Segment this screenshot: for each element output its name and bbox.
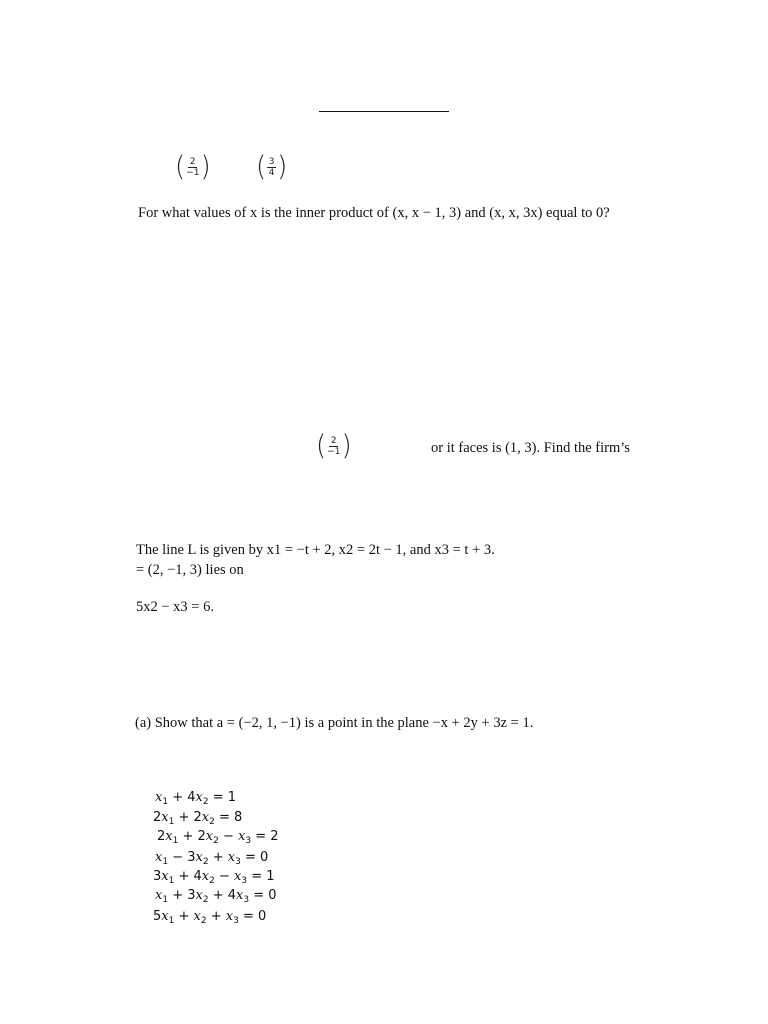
equation-term: 3 (153, 869, 162, 884)
equation-line (153, 909, 266, 924)
equation-term: = 8 (214, 810, 243, 825)
equation-term: + 3 (168, 888, 196, 903)
variable: x (155, 790, 163, 805)
equation-line (153, 869, 275, 884)
vector-bottom-entry: −1 (186, 167, 200, 178)
subscript: 3 (243, 895, 250, 905)
variable: x (201, 810, 210, 825)
equation-term: + (206, 909, 226, 924)
equation-line (155, 790, 236, 805)
vector-2-neg1-top (175, 151, 211, 183)
subscript: 1 (172, 836, 179, 846)
variable: x (161, 909, 169, 924)
variable: x (193, 909, 201, 924)
variable: x (201, 869, 210, 884)
vector-bottom-entry: 4 (268, 167, 275, 178)
variable: x (195, 850, 203, 865)
inner-product-question: For what values of x is the inner product of (x, x − 1, 3) and (x, x, 3x) equal to 0? (138, 205, 610, 221)
variable: x (234, 869, 242, 884)
subscript: 2 (202, 857, 209, 867)
point-lies-on-fragment: = (2, −1, 3) lies on (136, 562, 244, 578)
right-paren: ) (277, 151, 288, 183)
equation-term: + 2 (178, 829, 206, 844)
subscript: 1 (168, 817, 175, 827)
equation-term: + (174, 909, 194, 924)
subscript: 3 (233, 916, 239, 926)
vector-top-entry: 3 (268, 156, 275, 167)
equation-term: − (214, 869, 235, 884)
subscript: 1 (162, 797, 169, 807)
equation-term: = 2 (251, 829, 279, 844)
variable: x (195, 888, 203, 903)
subscript: 2 (202, 895, 209, 905)
variable: x (155, 888, 163, 903)
equation-term: + 4 (168, 790, 196, 805)
left-paren: ( (256, 151, 267, 183)
subscript: 2 (209, 876, 215, 886)
subscript: 3 (235, 857, 241, 867)
subscript: 3 (245, 836, 252, 846)
right-paren: ) (200, 151, 211, 183)
subscript: 1 (168, 876, 175, 886)
equation-term: 2 (157, 829, 166, 844)
vector-2-neg1-middle (316, 430, 352, 462)
equation-line (157, 829, 279, 844)
firm-question-fragment: or it faces is (1, 3). Find the firm’s (431, 440, 630, 456)
variable: x (236, 888, 244, 903)
variable: x (205, 829, 214, 844)
variable: x (165, 829, 173, 844)
variable: x (225, 909, 234, 924)
vector-top-entry: 2 (330, 435, 337, 446)
equation-term: 2 (153, 810, 162, 825)
vector-bottom-entry: −1 (327, 446, 341, 457)
variable: x (161, 869, 169, 884)
equation-term: + (208, 850, 228, 865)
variable: x (227, 850, 236, 865)
left-paren: ( (316, 430, 327, 462)
title-underline (319, 111, 449, 112)
equation-line (155, 888, 277, 903)
equation-term: = 0 (238, 909, 267, 924)
subscript: 1 (162, 857, 169, 867)
equation-line (153, 810, 242, 825)
line-L-definition: The line L is given by x1 = −t + 2, x2 = 2t − 1, and x3 = t + 3. (136, 542, 495, 558)
equation-term: + 2 (174, 810, 202, 825)
equation-term: = 0 (249, 888, 277, 903)
equation-term: − 3 (168, 850, 196, 865)
left-paren: ( (175, 151, 186, 183)
variable: x (161, 810, 169, 825)
equation-term: 5 (153, 909, 162, 924)
right-paren: ) (341, 430, 352, 462)
subscript: 1 (162, 895, 169, 905)
variable: x (195, 790, 203, 805)
subscript: 2 (200, 916, 207, 926)
subscript: 1 (168, 916, 175, 926)
vector-top-entry: 2 (189, 156, 196, 167)
equation-term: + 4 (174, 869, 202, 884)
subscript: 3 (241, 876, 248, 886)
equation-term: = 1 (247, 869, 275, 884)
variable: x (238, 829, 246, 844)
part-a-question: (a) Show that a = (−2, 1, −1) is a point in the plane −x + 2y + 3z = 1. (135, 715, 534, 731)
equation-line (155, 850, 268, 865)
subscript: 2 (213, 836, 219, 846)
subscript: 2 (209, 817, 215, 827)
subscript: 2 (202, 797, 209, 807)
plane-equation: 5x2 − x3 = 6. (136, 599, 214, 615)
equation-term: = 1 (208, 790, 237, 805)
equation-term: − (218, 829, 239, 844)
vector-3-4 (256, 151, 288, 183)
equation-term: = 0 (240, 850, 269, 865)
variable: x (155, 850, 163, 865)
equation-term: + 4 (208, 888, 237, 903)
